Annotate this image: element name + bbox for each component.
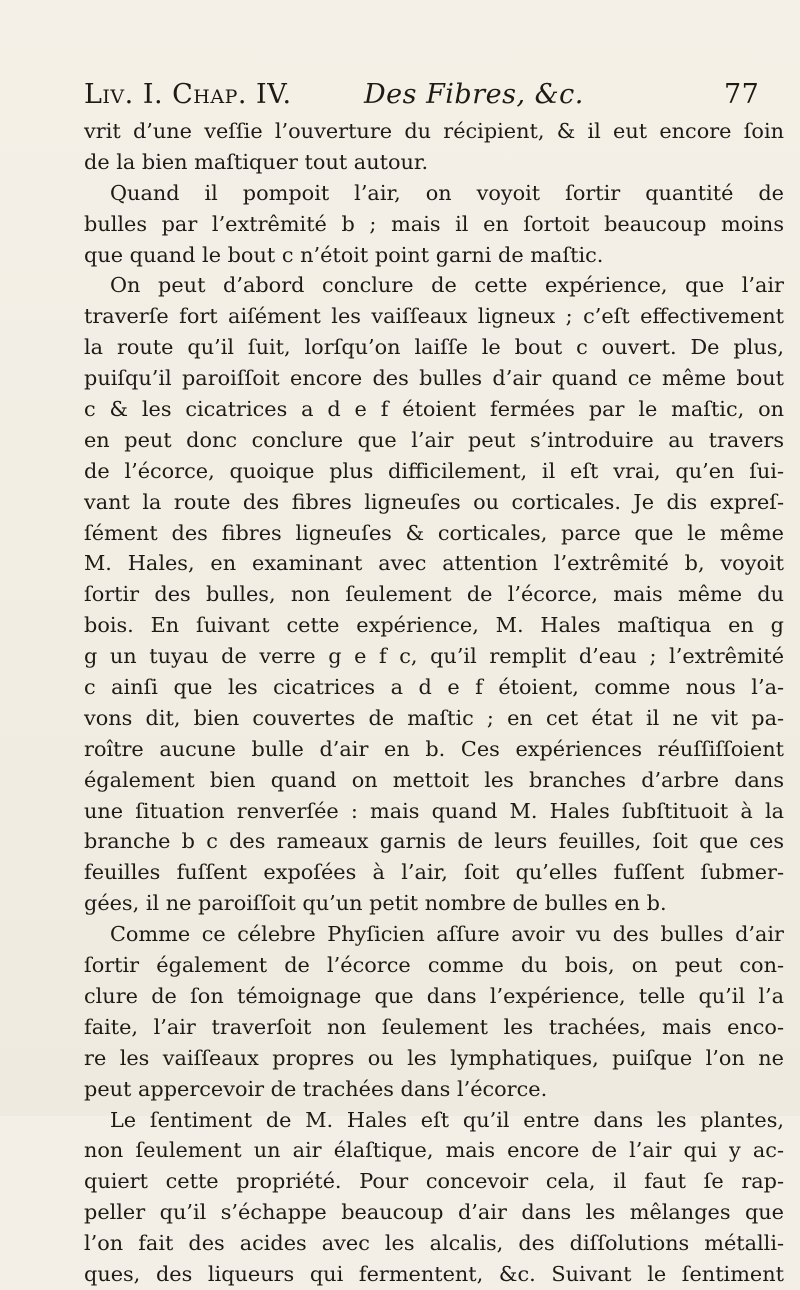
text-line: On peut d’abord conclure de cette expérience, que l’air (110, 273, 784, 298)
text-line: que quand le bout c n’étoit point garni de maſtic. (84, 242, 604, 267)
text-line: branche b c des rameaux garnis de leurs feuilles, ſoit que ces (84, 829, 784, 854)
text-line: gées, il ne paroiſſoit qu’un petit nombre de bulles en b. (84, 891, 667, 916)
text-line: vons dit, bien couvertes de maſtic ; en cet état il ne vit pa- (84, 705, 784, 730)
text-line: clure de ſon témoignage que dans l’expérience, telle qu’il l’a (84, 983, 784, 1008)
text-line: feuilles fuſſent expoſées à l’air, ſoit qu’elles fuſſent ſubmer- (84, 860, 784, 885)
text-line: en peut donc conclure que l’air peut s’introduire au travers (84, 427, 784, 452)
text-line: re les vaiſſeaux propres ou les lymphatiques, puiſque l’on ne (84, 1045, 784, 1070)
running-head (84, 79, 784, 119)
text-line: Le ſentiment de M. Hales eſt qu’il entre dans les plantes, (110, 1107, 784, 1132)
text-line: c & les cicatrices a d e f étoient fermées par le maſtic, on (84, 397, 784, 422)
text-line: la route qu’il ſuit, lorſqu’on laiſſe le bout c ouvert. De plus, (84, 335, 784, 360)
text-line: peut appercevoir de trachées dans l’écorce. (84, 1076, 548, 1101)
running-head-title: Des Fibres, &c. (364, 79, 584, 110)
text-line: Comme ce célebre Phyſicien aſſure avoir vu des bulles d’air (110, 922, 784, 947)
text-line: ques, des liqueurs qui fermentent, &c. Suivant le ſentiment (84, 1261, 784, 1286)
page-number: 77 (724, 79, 760, 110)
text-line: traverſe fort aiſément les vaiſſeaux ligneux ; c’eſt effectivement (84, 304, 784, 329)
text-line: ſortir également de l’écorce comme du bois, on peut con- (84, 953, 784, 978)
running-head-chapter: Liv. I. Chap. IV. (84, 79, 292, 110)
text-line: une ſituation renverſée : mais quand M. Hales ſubſtituoit à la (84, 798, 784, 823)
text-line: ſortir des bulles, non ſeulement de l’écorce, mais même du (84, 582, 784, 607)
text-line: vant la route des fibres ligneuſes ou corticales. Je dis expreſ- (84, 489, 784, 514)
text-line: quiert cette propriété. Pour concevoir cela, il faut ſe rap- (84, 1169, 784, 1194)
text-line: de l’écorce, quoique plus difficilement, il eſt vrai, qu’en ſui- (84, 458, 784, 483)
body-text (84, 116, 784, 1290)
text-line: puiſqu’il paroiſſoit encore des bulles d’air quand ce même bout (84, 366, 784, 391)
text-line: également bien quand on mettoit les branches d’arbre dans (84, 767, 784, 792)
text-line: roître aucune bulle d’air en b. Ces expériences réuſſiſſoient (84, 736, 784, 761)
text-line: bois. En ſuivant cette expérience, M. Hales maſtiqua en g (84, 613, 784, 638)
text-line: bulles par l’extrêmité b ; mais il en ſortoit beaucoup moins (84, 211, 784, 236)
text-line: M. Hales, en examinant avec attention l’extrêmité b, voyoit (84, 551, 784, 576)
text-line: ſément des fibres ligneuſes & corticales, parce que le même (84, 520, 784, 545)
text-line: de la bien maſtiquer tout autour. (84, 149, 429, 174)
text-line: c ainſi que les cicatrices a d e f étoient, comme nous l’a- (84, 675, 784, 700)
text-line: l’on fait des acides avec les alcalis, des diſſolutions métalli- (84, 1231, 784, 1256)
text-line: g un tuyau de verre g e f c, qu’il remplit d’eau ; l’extrêmité (84, 644, 784, 669)
text-line: peller qu’il s’échappe beaucoup d’air dans les mêlanges que (84, 1200, 784, 1225)
text-line: vrit d’une veſſie l’ouverture du récipient, & il eut encore ſoin (84, 119, 784, 143)
text-line: faite, l’air traverſoit non ſeulement les trachées, mais enco- (84, 1014, 784, 1039)
text-line: non ſeulement un air élaſtique, mais encore de l’air qui y ac- (84, 1138, 784, 1163)
text-line: Quand il pompoit l’air, on voyoit ſortir quantité de (110, 180, 784, 205)
